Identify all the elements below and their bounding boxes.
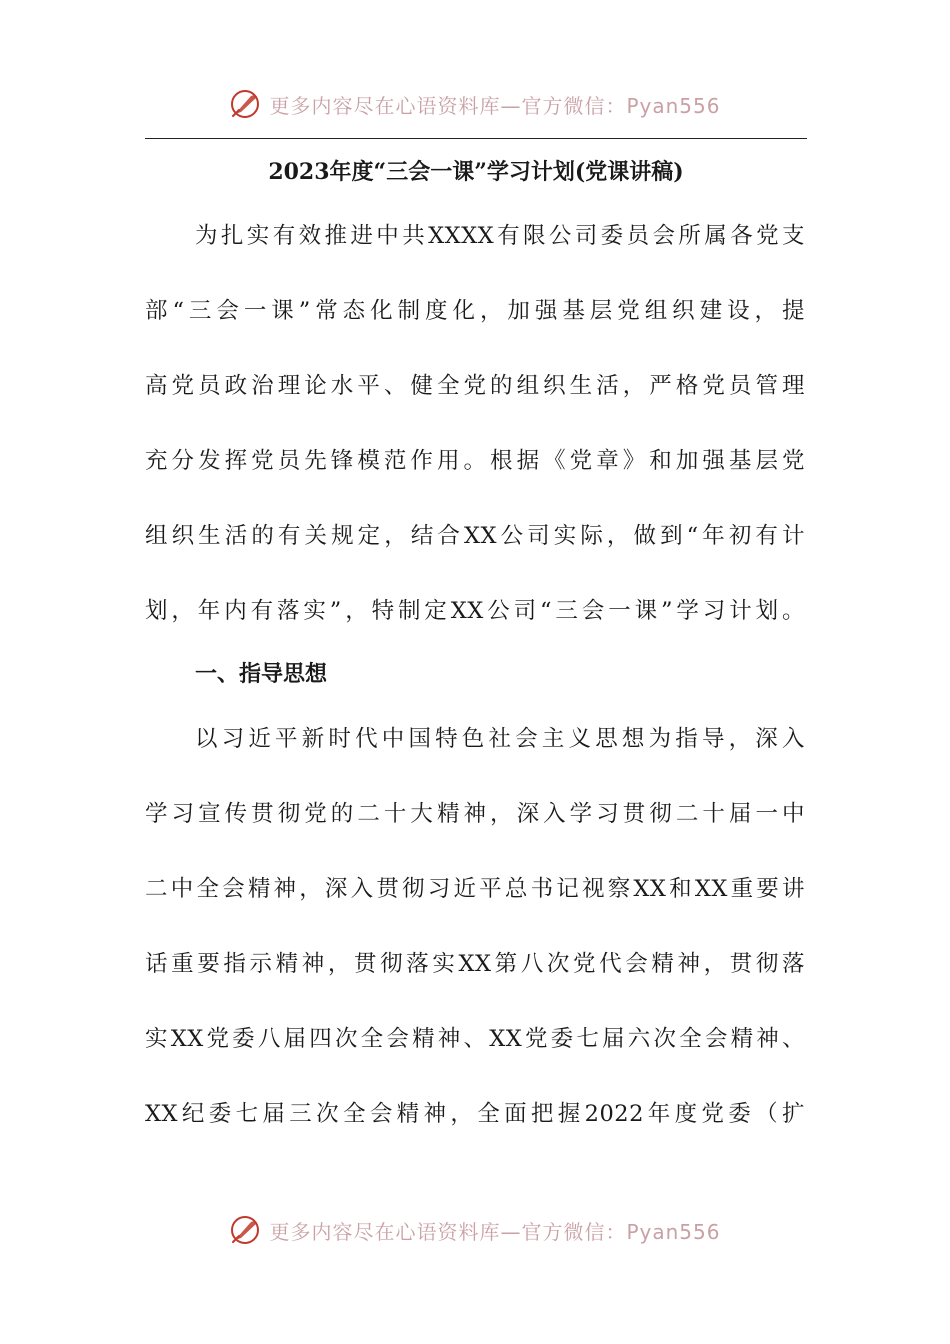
section-line: XX纪委七届三次全会精神，全面把握2022年度党委（扩 <box>145 1101 805 1127</box>
section-heading: 一、指导思想 <box>195 662 328 687</box>
document-title: 2023年度“三会一课”学习计划(党课讲稿) <box>268 159 684 185</box>
watermark-text: 更多内容尽在心语资料库—官方微信：Pyan556 <box>269 93 721 118</box>
intro-line: 部“三会一课”常态化制度化，加强基层党组织建设，提 <box>145 298 805 324</box>
intro-line: 充分发挥党员先锋模范作用。根据《党章》和加强基层党 <box>145 448 805 474</box>
watermark-text: 更多内容尽在心语资料库—官方微信：Pyan556 <box>269 1219 721 1244</box>
quill-logo-icon <box>229 88 261 120</box>
section-line: 二中全会精神，深入贯彻习近平总书记视察XX和XX重要讲 <box>145 876 805 902</box>
section-line: 学习宣传贯彻党的二十大精神，深入学习贯彻二十届一中 <box>145 801 805 827</box>
section-line: 以习近平新时代中国特色社会主义思想为指导，深入 <box>195 726 805 752</box>
section-line: 话重要指示精神，贯彻落实XX第八次党代会精神，贯彻落 <box>145 951 805 977</box>
header-watermark <box>0 82 950 126</box>
section-line: 实XX党委八届四次全会精神、XX党委七届六次全会精神、 <box>145 1026 805 1052</box>
intro-line: 为扎实有效推进中共XXXX有限公司委员会所属各党支 <box>195 223 805 249</box>
intro-line: 划，年内有落实”，特制定XX公司“三会一课”学习计划。 <box>145 598 805 624</box>
quill-logo-icon <box>229 1214 261 1246</box>
header-divider <box>145 138 807 139</box>
intro-line: 高党员政治理论水平、健全党的组织生活，严格党员管理 <box>145 373 805 399</box>
footer-watermark <box>0 1208 950 1252</box>
intro-line: 组织生活的有关规定，结合XX公司实际，做到“年初有计 <box>145 523 805 549</box>
